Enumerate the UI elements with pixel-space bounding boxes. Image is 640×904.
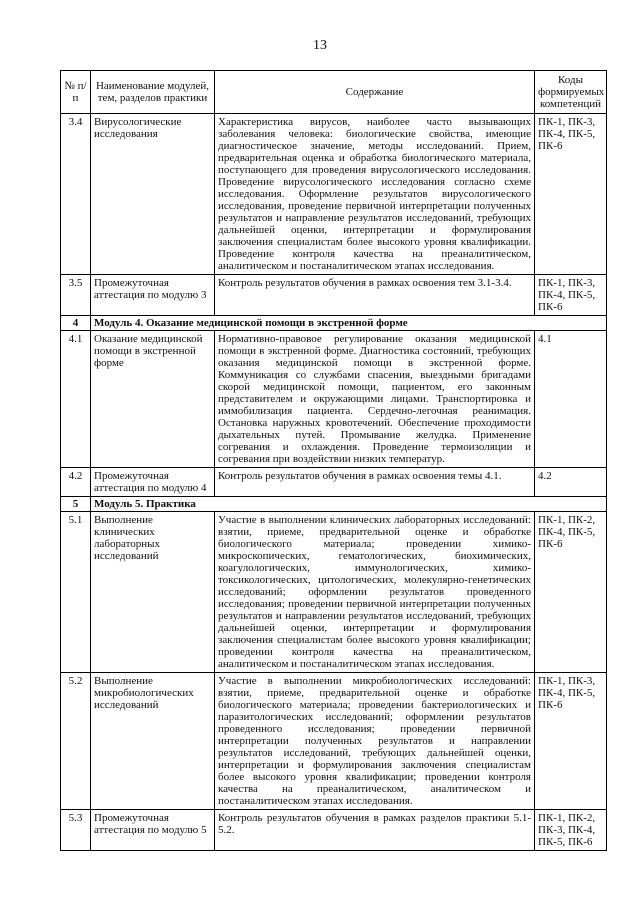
module-title: Модуль 5. Практика	[91, 497, 607, 512]
header-name: Наименование модулей, тем, разделов практики	[91, 71, 215, 114]
row-number: 4.2	[61, 468, 91, 497]
row-number: 3.4	[61, 114, 91, 275]
row-number: 5.1	[61, 512, 91, 673]
row-content: Контроль результатов обучения в рамках разделов практики 5.1-5.2.	[215, 810, 535, 851]
header-content: Содержание	[215, 71, 535, 114]
table-row	[61, 810, 607, 851]
row-codes: 4.1	[535, 331, 607, 468]
header-codes: Коды формируемых компетенций	[535, 71, 607, 114]
row-content: Контроль результатов обучения в рамках освоения темы 4.1.	[215, 468, 535, 497]
row-name: Вирусологические исследования	[91, 114, 215, 275]
row-number: 5.3	[61, 810, 91, 851]
table-row	[61, 512, 607, 673]
row-name: Выполнение микробиологических исследований	[91, 673, 215, 810]
row-number: 5.2	[61, 673, 91, 810]
table-row	[61, 331, 607, 468]
row-codes: 4.2	[535, 468, 607, 497]
row-content: Нормативно-правовое регулирование оказания медицинской помощи в экстренной форме. Диагностика состояний, требующих оказания медицинской помощи в экстренной форме. Коммуникация со службами спасения, выездными бригадами скорой медицинской помощи, пациентом, его законным представителем и окружающими лицами. Транспортировка и иммобилизация пациента. Сердечно-легочная реанимация. Остановка наружных кровотечений. Обеспечение проходимости дыхательных путей. Промывание желудка. Применение согревания и охлаждения. Проведение термоизоляции и согревания при воздействии низких температур.	[215, 331, 535, 468]
table-body	[61, 114, 607, 851]
row-content: Контроль результатов обучения в рамках освоения тем 3.1-3.4.	[215, 275, 535, 316]
table-header-row	[61, 71, 607, 114]
page-number: 13	[313, 38, 327, 53]
module-title: Модуль 4. Оказание медицинской помощи в экстренной форме	[91, 316, 607, 331]
table-row	[61, 275, 607, 316]
row-content: Характеристика вирусов, наиболее часто вызывающих заболевания человека: биологические свойства, имеющие диагностическое значение, методы исследований. Прием, предварительная оценка и обработка биологического материала, поступающего для проведения вирусологического исследования. Проведение вирусологического исследования согласно схеме исследования. Оформление результатов вирусологического исследования, проведение первичной интерпретации полученных результатов и направление результатов исследований, требующих дальнейшей оценки, интерпретации и формулирования заключения специалистам более высокого уровня квалификации. Проведение контроля качества на преаналитическом, аналитическом и постаналитическом этапах исследования.	[215, 114, 535, 275]
module-number: 4	[61, 316, 91, 331]
table-row	[61, 673, 607, 810]
row-codes: ПК-1, ПК-2, ПК-4, ПК-5, ПК-6	[535, 512, 607, 673]
row-number: 4.1	[61, 331, 91, 468]
row-content: Участие в выполнении клинических лабораторных исследований: взятии, приеме, предварительной оценке и обработке биологического материала; проведении химико-микроскопических, гематологических, биохимических, коагулологических, иммунологических, химико-токсикологических, цитологических, молекулярно-генетических исследований; оформлении результатов проведенного исследования; проведении первичной интерпретации полученных результатов и направлении результатов исследований, требующих дальнейшей оценки, интерпретации и формулирования заключения специалистам более высокого уровня квалификации; проведении контроля качества на преаналитическом, аналитическом и постаналитическом этапах исследования.	[215, 512, 535, 673]
row-codes: ПК-1, ПК-2, ПК-3, ПК-4, ПК-5, ПК-6	[535, 810, 607, 851]
row-name: Промежуточная аттестация по модулю 3	[91, 275, 215, 316]
module-number: 5	[61, 497, 91, 512]
row-name: Оказание медицинской помощи в экстренной форме	[91, 331, 215, 468]
row-codes: ПК-1, ПК-3, ПК-4, ПК-5, ПК-6	[535, 275, 607, 316]
program-table	[60, 70, 607, 851]
table-row	[61, 468, 607, 497]
row-name: Выполнение клинических лабораторных исследований	[91, 512, 215, 673]
module-header-row	[61, 316, 607, 331]
row-name: Промежуточная аттестация по модулю 4	[91, 468, 215, 497]
header-num: № п/п	[61, 71, 91, 114]
row-codes: ПК-1, ПК-3, ПК-4, ПК-5, ПК-6	[535, 673, 607, 810]
row-codes: ПК-1, ПК-3, ПК-4, ПК-5, ПК-6	[535, 114, 607, 275]
row-content: Участие в выполнении микробиологических исследований: взятии, приеме, предварительной оценке и обработке биологического материала; проведении бактериологических и паразитологических исследований; оформлении результатов проведенного исследования; проведении первичной интерпретации полученных результатов и направлении результатов исследований, требующих дальнейшей оценки, интерпретации и формулирования заключения специалистам более высокого уровня квалификации; проведении контроля качества на преаналитическом, аналитическом и постаналитическом этапах исследования.	[215, 673, 535, 810]
row-name: Промежуточная аттестация по модулю 5	[91, 810, 215, 851]
row-number: 3.5	[61, 275, 91, 316]
table-row	[61, 114, 607, 275]
module-header-row	[61, 497, 607, 512]
